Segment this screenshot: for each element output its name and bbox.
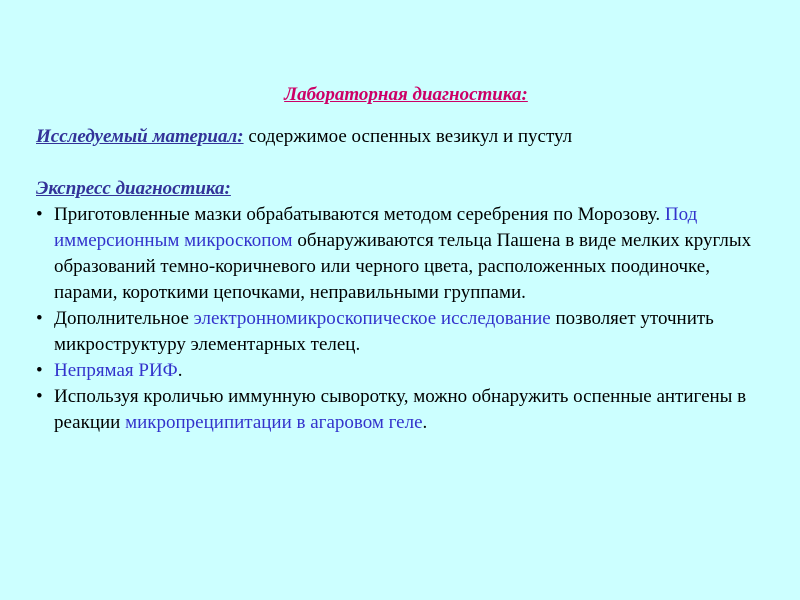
bullet-icon: •: [36, 204, 43, 225]
material-label: Исследуемый материал:: [36, 126, 244, 147]
list-item: [36, 358, 776, 384]
bullet-icon: •: [36, 308, 43, 329]
bullet-text: обнаруживаются тельца Пашена в виде мелких круглых образований темно-коричневого или черного цвета, расположенных поодиночке, парами, короткими цепочками, неправильными группами.: [54, 230, 752, 303]
bullet-highlight: Непрямая РИФ: [54, 360, 178, 381]
express-bullet-list: [36, 202, 776, 436]
bullet-text: Используя кроличью иммунную сыворотку, можно обнаружить оспенные антигены в реакции: [54, 386, 747, 433]
bullet-text: .: [177, 360, 183, 381]
list-item: [36, 384, 776, 436]
material-text: содержимое оспенных везикул и пустул: [243, 126, 573, 147]
bullet-highlight: электронномикроскопическое исследование: [193, 308, 551, 329]
bullet-text: Дополнительное: [54, 308, 194, 329]
slide-content: [36, 82, 776, 436]
material-line: [36, 124, 776, 150]
bullet-text: Приготовленные мазки обрабатываются методом серебрения по Морозову.: [54, 204, 665, 225]
list-item: [36, 306, 776, 358]
express-heading: Экспресс диагностика:: [36, 178, 231, 199]
bullet-highlight: микропреципитации в агаровом геле: [125, 412, 423, 433]
bullet-icon: •: [36, 386, 43, 407]
slide-title: Лабораторная диагностика:: [284, 84, 528, 105]
bullet-text: .: [422, 412, 428, 433]
bullet-icon: •: [36, 360, 43, 381]
bullet-text: позволяет уточнить микроструктуру элементарных телец.: [54, 308, 714, 355]
bullet-highlight: Под иммерсионным микроскопом: [54, 204, 698, 251]
list-item: [36, 202, 776, 306]
